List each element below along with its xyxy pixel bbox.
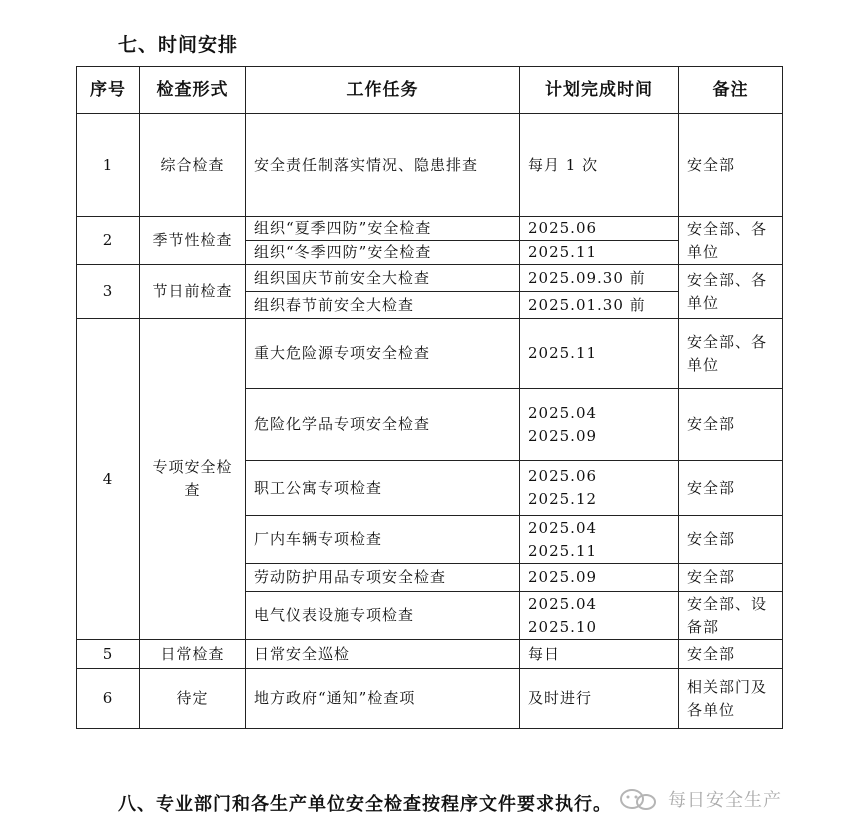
row-note: 安全部、各单位 bbox=[679, 217, 783, 265]
row-form: 节日前检查 bbox=[140, 265, 246, 319]
row-task: 组织春节前安全大检查 bbox=[246, 292, 520, 319]
row-note: 安全部 bbox=[679, 389, 783, 461]
row-time: 2025.04 2025.10 bbox=[520, 592, 679, 640]
row-note: 安全部、各单位 bbox=[679, 265, 783, 319]
table-row bbox=[77, 669, 783, 729]
row-time: 2025.06 2025.12 bbox=[520, 461, 679, 516]
row-no: 5 bbox=[77, 640, 140, 669]
row-form: 待定 bbox=[140, 669, 246, 729]
row-no: 4 bbox=[77, 319, 140, 640]
row-task: 危险化学品专项安全检查 bbox=[246, 389, 520, 461]
table-row bbox=[77, 640, 783, 669]
row-task: 日常安全巡检 bbox=[246, 640, 520, 669]
row-note: 安全部 bbox=[679, 640, 783, 669]
row-note: 安全部 bbox=[679, 114, 783, 217]
row-note: 安全部 bbox=[679, 516, 783, 564]
row-form: 日常检查 bbox=[140, 640, 246, 669]
row-time: 2025.09 bbox=[520, 564, 679, 592]
table-row bbox=[77, 217, 783, 241]
header-task: 工作任务 bbox=[246, 67, 520, 114]
row-note: 相关部门及各单位 bbox=[679, 669, 783, 729]
row-no: 3 bbox=[77, 265, 140, 319]
row-task: 组织“冬季四防”安全检查 bbox=[246, 241, 520, 265]
row-form: 综合检查 bbox=[140, 114, 246, 217]
table-row bbox=[77, 319, 783, 389]
watermark-text: 每日安全生产 bbox=[668, 790, 782, 811]
section-8-heading: 八、专业部门和各生产单位安全检查按程序文件要求执行。 bbox=[118, 794, 612, 815]
header-time: 计划完成时间 bbox=[520, 67, 679, 114]
row-task: 地方政府“通知”检查项 bbox=[246, 669, 520, 729]
row-task: 组织“夏季四防”安全检查 bbox=[246, 217, 520, 241]
row-time: 2025.01.30 前 bbox=[520, 292, 679, 319]
header-note: 备注 bbox=[679, 67, 783, 114]
row-note: 安全部 bbox=[679, 461, 783, 516]
row-time: 2025.04 2025.09 bbox=[520, 389, 679, 461]
row-form: 季节性检查 bbox=[140, 217, 246, 265]
row-time: 2025.11 bbox=[520, 319, 679, 389]
row-note: 安全部、设备部 bbox=[679, 592, 783, 640]
row-task: 厂内车辆专项检查 bbox=[246, 516, 520, 564]
header-no: 序号 bbox=[77, 67, 140, 114]
row-time: 2025.09.30 前 bbox=[520, 265, 679, 292]
row-time: 每日 bbox=[520, 640, 679, 669]
row-task: 劳动防护用品专项安全检查 bbox=[246, 564, 520, 592]
table-row bbox=[77, 265, 783, 292]
schedule-table bbox=[76, 66, 783, 729]
row-no: 6 bbox=[77, 669, 140, 729]
row-task: 重大危险源专项安全检查 bbox=[246, 319, 520, 389]
row-task: 电气仪表设施专项检查 bbox=[246, 592, 520, 640]
wechat-icon bbox=[560, 786, 660, 812]
row-note: 安全部 bbox=[679, 564, 783, 592]
row-note: 安全部、各单位 bbox=[679, 319, 783, 389]
header-form: 检查形式 bbox=[140, 67, 246, 114]
row-time: 及时进行 bbox=[520, 669, 679, 729]
watermark bbox=[560, 786, 782, 812]
row-time: 2025.04 2025.11 bbox=[520, 516, 679, 564]
row-no: 1 bbox=[77, 114, 140, 217]
row-task: 职工公寓专项检查 bbox=[246, 461, 520, 516]
row-form: 专项安全检查 bbox=[140, 319, 246, 640]
row-task: 组织国庆节前安全大检查 bbox=[246, 265, 520, 292]
table-header-row bbox=[77, 67, 783, 114]
row-time: 2025.06 bbox=[520, 217, 679, 241]
table-row bbox=[77, 114, 783, 217]
row-no: 2 bbox=[77, 217, 140, 265]
row-time: 2025.11 bbox=[520, 241, 679, 265]
row-time: 每月 1 次 bbox=[520, 114, 679, 217]
section-7-heading: 七、时间安排 bbox=[118, 34, 239, 56]
row-task: 安全责任制落实情况、隐患排查 bbox=[246, 114, 520, 217]
